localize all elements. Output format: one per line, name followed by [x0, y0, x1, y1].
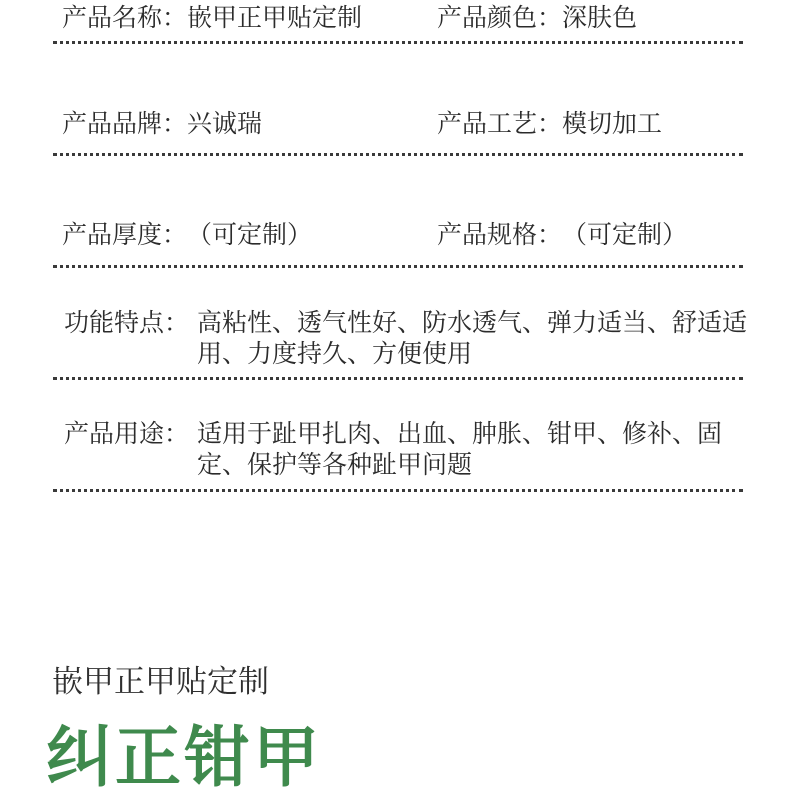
dotted-divider	[53, 489, 743, 492]
usage-label: 产品用途：	[64, 419, 190, 448]
spec-thickness-label: 产品厚度：	[62, 220, 188, 249]
features-label: 功能特点：	[64, 308, 190, 337]
dotted-divider	[53, 377, 743, 380]
usage-value: 适用于趾甲扎肉、出血、肿胀、钳甲、修补、固定、保护等各种趾甲问题	[197, 419, 723, 479]
dotted-divider	[53, 265, 743, 268]
spec-brand-value: 兴诚瑞	[187, 109, 263, 138]
spec-size-label: 产品规格：	[437, 220, 563, 249]
dotted-divider	[53, 153, 743, 156]
spec-name-value: 嵌甲正甲贴定制	[187, 3, 363, 32]
spec-name-label: 产品名称：	[62, 3, 188, 32]
spec-color-label: 产品颜色：	[437, 3, 563, 32]
spec-thickness	[62, 219, 312, 251]
spec-color	[437, 2, 637, 34]
spec-size	[437, 219, 687, 251]
spec-process-label: 产品工艺：	[437, 109, 563, 138]
dotted-divider	[53, 41, 743, 44]
spec-brand-label: 产品品牌：	[62, 109, 188, 138]
product-headline: 纠正钳甲	[46, 719, 322, 796]
spec-brand	[62, 108, 262, 140]
spec-color-value: 深肤色	[562, 3, 638, 32]
features-value: 高粘性、透气性好、防水透气、弹力适当、舒适适用、力度持久、方便使用	[197, 308, 748, 368]
spec-size-value: （可定制）	[562, 220, 688, 249]
spec-process-value: 模切加工	[562, 109, 663, 138]
spec-thickness-value: （可定制）	[187, 220, 313, 249]
spec-process	[437, 108, 662, 140]
product-subtitle: 嵌甲正甲贴定制	[52, 664, 269, 700]
spec-name	[62, 2, 362, 34]
